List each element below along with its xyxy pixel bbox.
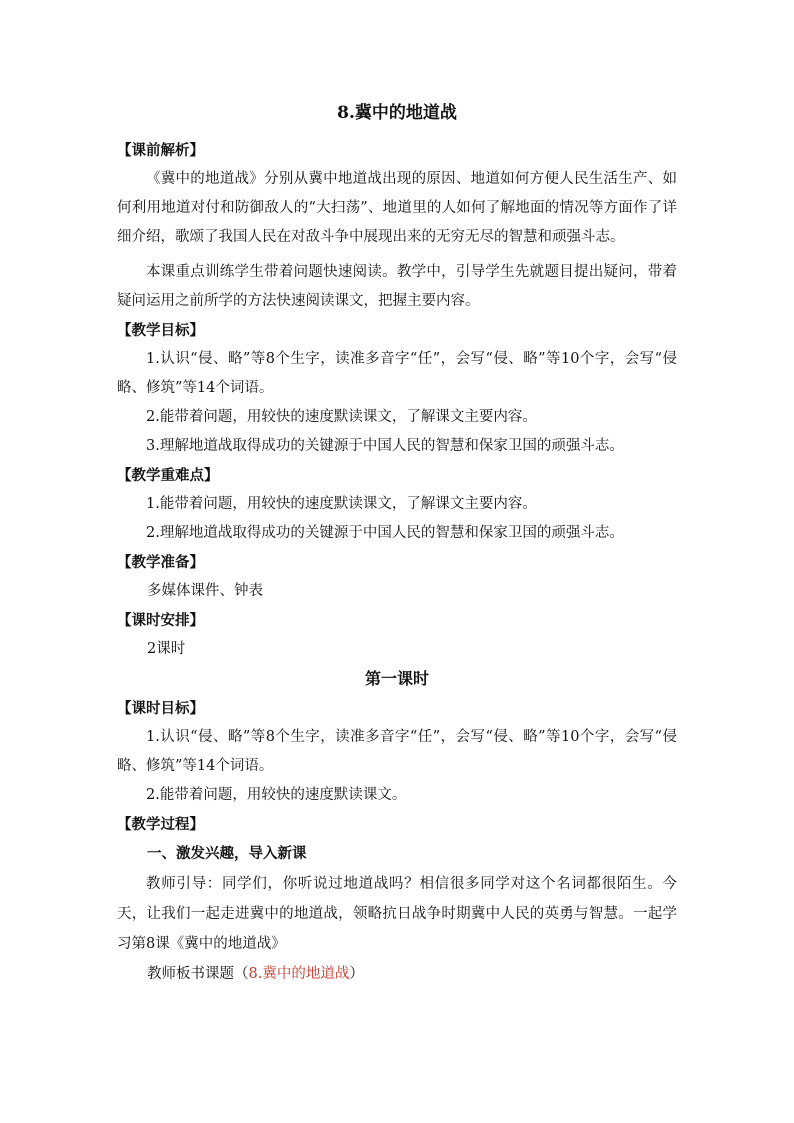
- list-item: 2.理解地道战取得成功的关键源于中国人民的智慧和保家卫国的顽强斗志。: [146, 525, 624, 541]
- section-heading: 【课时目标】: [117, 700, 204, 717]
- paragraph: 本课重点训练学生带着问题快速阅读。教学中，引导学生先就题目提出疑问，带着疑问运用之前所学的方法快速阅读课文，把握主要内容。: [117, 264, 677, 309]
- section-heading: 【课时安排】: [117, 612, 204, 629]
- schedule-text: 2课时: [147, 641, 186, 657]
- section-heading: 【教学目标】: [117, 322, 204, 339]
- page-title: 8.冀中的地道战: [337, 103, 457, 123]
- board-suffix: ）: [349, 966, 364, 982]
- section-preparation: [117, 548, 677, 606]
- section-heading: 【课前解析】: [117, 142, 204, 159]
- section-pre-analysis: [117, 136, 677, 316]
- section-key-points: [117, 461, 677, 548]
- section-heading: 【教学过程】: [117, 816, 204, 833]
- preparation-text: 多媒体课件、钟表: [147, 583, 263, 599]
- board-prefix: 教师板书课题（: [147, 966, 249, 982]
- section-schedule: [117, 606, 677, 664]
- lesson-title: 第一课时: [364, 669, 429, 688]
- list-item: 1.认识“侵、略”等8个生字，读准多音字“任”，会写“侵、略”等10个字，会写“侵略、修筑”等14个词语。: [117, 351, 677, 396]
- list-item: 2.能带着问题，用较快的速度默读课文。: [146, 787, 407, 803]
- board-line: [117, 959, 677, 989]
- section-goals: [117, 316, 677, 461]
- section-lesson-goals: [117, 694, 677, 810]
- list-item: 2.能带着问题，用较快的速度默读课文，了解课文主要内容。: [146, 409, 537, 425]
- step-heading: 一、激发兴趣，导入新课: [147, 845, 307, 862]
- section-heading: 【教学准备】: [117, 554, 204, 571]
- board-title: 8.冀中的地道战: [248, 966, 350, 982]
- list-item: 1.认识“侵、略”等8个生字，读准多音字“任”，会写“侵、略”等10个字，会写“侵略、修筑”等14个词语。: [117, 729, 677, 774]
- section-heading: 【教学重难点】: [117, 467, 219, 484]
- list-item: 3.理解地道战取得成功的关键源于中国人民的智慧和保家卫国的顽强斗志。: [146, 438, 624, 454]
- paragraph: 教师引导：同学们，你听说过地道战吗？相信很多同学对这个名词都很陌生。今天，让我们一起走进冀中的地道战，领略抗日战争时期冀中人民的英勇与智慧。一起学习第8课《冀中的地道战》: [117, 876, 677, 952]
- list-item: 1.能带着问题，用较快的速度默读课文，了解课文主要内容。: [146, 496, 537, 512]
- paragraph: 《冀中的地道战》分别从冀中地道战出现的原因、地道如何方便人民生活生产、如何利用地道对付和防御敌人的“大扫荡”、地道里的人如何了解地面的情况等方面作了详细介绍，歌颂了我国人民在对敌斗争中展现出来的无穷无尽的智慧和顽强斗志。: [117, 171, 677, 245]
- section-process: [117, 810, 677, 989]
